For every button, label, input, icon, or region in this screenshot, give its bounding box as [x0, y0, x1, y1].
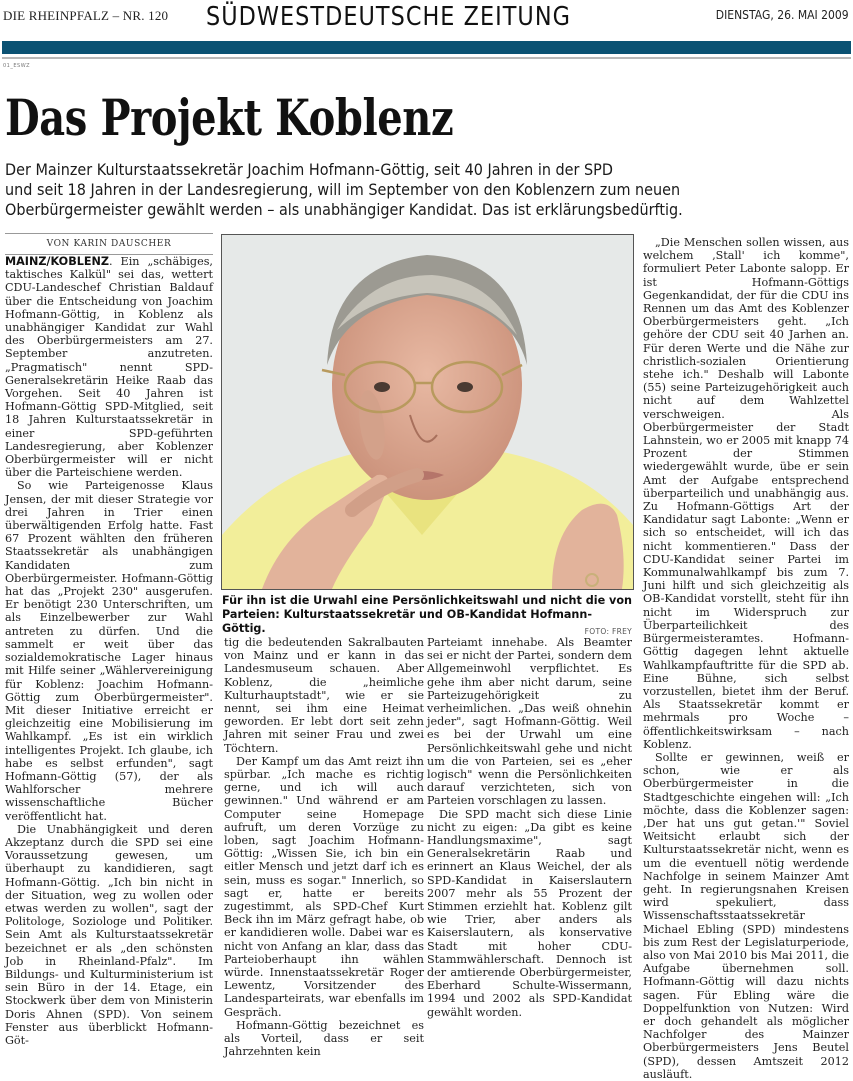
caption-text: Für ihn ist die Urwahl eine Persönlichkeitswahl und nicht die von Parteien: Kulturstaatssekretär und OB-Kandidat Hofmann-Göttig. [222, 594, 632, 635]
paragraph: Die Unabhängigkeit und deren Akzeptanz durch die SPD sei eine Voraussetzung gewesen, um überhaupt zu kandidieren, sagt Hofmann-Göttig. „Ich bin nicht in der Situation, weg zu wollen oder etwas werden zu wollen", sagt der Politologe, Soziologe und Politiker. Sein Amt als Kulturstaatssekretär bezeichnet er als „den schönsten Job in Rheinland-Pfalz". Im Bildungs- und Kulturministerium ist sein Büro in der 14. Etage, ein Stockwerk über dem von Ministerin Doris Ahnen (SPD). Von seinem Fenster aus überblickt Hofmann-Göt- [5, 822, 213, 1047]
article-column-1 [5, 255, 213, 1047]
lede-line: und seit 18 Jahren in der Landesregierung, will im September von den Koblenzern zum neuen [5, 180, 681, 199]
page-code: 01_ESWZ [3, 63, 31, 69]
article-column-4 [643, 236, 849, 1081]
newspaper-title: SÜDWESTDEUTSCHE ZEITUNG [206, 2, 571, 32]
masthead-edition: DIE RHEINPFALZ – NR. 120 [3, 8, 169, 23]
paragraph: MAINZ/KOBLENZ. Ein „schäbiges, taktisches Kalkül" sei das, wettert CDU-Landeschef Christian Baldauf über die Entscheidung von Joachim Hofmann-Göttig, in Koblenz als unabhängiger Kandidat zur Wahl des Oberbürgermeisters am 27. September anzutreten. „Pragmatisch" nennt SPD-Generalsekretärin Heike Raab das Vorgehen. Seit 40 Jahren ist Hofmann-Göttig SPD-Mitglied, seit 18 Jahren Kulturstaatssekretär in einer SPD-geführten Landesregierung, aber Koblenzer Oberbürgermeister will er nicht über die Parteischiene werden. [5, 255, 213, 480]
masthead [0, 0, 853, 32]
paragraph: Sollte er gewinnen, weiß er schon, wie er als Oberbürgermeister in die Stadtgeschichte eingehen will: „Ich möchte, dass die Koblenzer sagen: ‚Der hat uns gut getan.'" Soviel Weitsicht erlaubt sich der Kulturstaatssekretär nicht, wenn es um die eventuell nötig werdende Nachfolge in seinem Mainzer Amt geht. In regierungsnahen Kreisen wird spekuliert, dass Wissenschaftsstaatssekretär Michael Ebling (SPD) mindestens bis zum Rest der Legislaturperiode, also von Mai 2010 bis Mai 2011, die Aufgabe übernehmen soll. Hofmann-Göttig will dazu nichts sagen. Für Ebling wäre die Doppelfunktion von Nutzen: Wird er doch gehandelt als möglicher Nachfolger des Mainzer Oberbürgermeisters Jens Beutel (SPD), dessen Amtszeit 2012 ausläuft. [643, 750, 849, 1081]
paragraph: „Die Menschen sollen wissen, aus welchem ‚Stall' ich komme", formuliert Peter Labonte salopp. Er ist Hofmann-Göttigs Gegenkandidat, der für die CDU ins Rennen um das Amt des Koblenzer Oberbürgermeisters geht. „Ich gehöre der CDU seit 40 Jarhen an. Für deren Werte und die Nähe zur christlich-sozialen Orientierung stehe ich." Deshalb will Labonte (55) seine Parteizugehörigkeit auch nicht auf dem Wahlzettel verschweigen. Als Oberbürgermeister der Stadt Lahnstein, wo er 2005 mit knapp 74 Prozent der Stimmen wiedergewählt wurde, übe er sein Amt der Aufgabe entsprechend überparteilich und unabhängig aus. Zu Hofmann-Göttigs Art der Kandidatur sagt Labonte: „Wenn er sich so entscheidet, will ich das nicht kommentieren." Dass der CDU-Kandidat seiner Partei im Kommunalwahlkampf bis zum 7. Juni hilft und sich gleichzeitig als OB-Kandidat vorstellt, steht für ihn nicht im Widerspruch zur Überparteilichkeit des Bürgermeisteramtes. Hofmann-Göttig dagegen lehnt aktuelle Wahlkampfauftritte für die SPD ab. Eine Bühne, sich selbst vorzustellen, bietet ihm der Beruf. Als Staatssekretär kommt er mehrmals pro Woche – öffentlichkeitswirksam – nach Koblenz. [643, 236, 849, 751]
paragraph: Hofmann-Göttig bezeichnet es als Vorteil, dass er seit Jahrzehnten kein [224, 1018, 424, 1059]
byline: VON KARIN DAUSCHER [5, 233, 213, 255]
photo-caption [222, 594, 632, 639]
paragraph: So wie Parteigenosse Klaus Jensen, der mit dieser Strategie vor drei Jahren in Trier einen überwältigenden Erfolg hatte. Fast 67 Prozent wählten den früheren Staatssekretär als unabhängigen Kandidaten zum Oberbürgermeister. Hofmann-Göttig hat das „Projekt 230" ausgerufen. Er benötigt 230 Unterschriften, um als Einzelbewerber zur Wahl antreten zu dürfen. Und die sammelt er weit über das sozialdemokratische Lager hinaus mit Hilfe seiner „Wählervereinigung für Koblenz: Joachim Hofmann-Göttig zum Oberbürgermeister". Mit dieser Initiative erreicht er gleichzeitig eine Mobilisierung im Wahlkampf. „Es ist ein wirklich intelligentes Projekt. Ich glaube, ich habe es selbst erfunden", sagt Hofmann-Göttig (57), der als Wahlforscher mehrere wissenschaftliche Bücher veröffentlicht hat. [5, 479, 213, 823]
article-column-2 [224, 636, 424, 1059]
dateline: MAINZ/KOBLENZ [5, 255, 109, 268]
lede-line: Oberbürgermeister gewählt werden – als unabhängiger Kandidat. Das ist erklärungsbedürftig. [5, 200, 683, 219]
paragraph: tig die bedeutenden Sakralbauten von Mainz und er kann in das Landesmuseum schauen. Aber Koblenz, die „heimliche Kulturhauptstadt", wie er sie nennt, sei ihm eine Heimat geworden. Er lebt dort seit zehn Jahren mit seiner Frau und zwei Töchtern. [224, 636, 424, 755]
masthead-color-band [2, 41, 851, 54]
article-photo [221, 234, 634, 590]
photo-credit: FOTO: FREY [584, 627, 632, 636]
article-column-3 [427, 636, 632, 1019]
portrait-illustration [222, 235, 633, 589]
issue-date: DIENSTAG, 26. MAI 2009 [716, 8, 849, 22]
paragraph: Parteiamt innehabe. Als Beamter sei er nicht der Partei, sondern dem Allgemeinwohl verpflichtet. Es gehe ihm aber nicht darum, seine Parteizugehörigkeit zu verheimlichen. „Das weiß ohnehin jeder", sagt Hofmann-Göttig. Weil es bei der Urwahl um eine Persönlichkeitswahl gehe und nicht um die von Parteien, sei es „eher logisch" wenn die Persönlichkeiten darauf verzichteten, sich von Parteien vorschlagen zu lassen. [427, 636, 632, 808]
article-headline: Das Projekt Koblenz [5, 88, 454, 147]
article-lede [5, 160, 815, 220]
paragraph: Der Kampf um das Amt reizt ihn spürbar. „Ich mache es richtig gerne, und ich will auch gewinnen." Und während er am Computer seine Homepage aufruft, um deren Vorzüge zu loben, sagt Joachim Hofmann-Göttig: „Wissen Sie, ich bin ein eitler Mensch und jetzt darf ich es sein, muss es sogar." Innerlich, so sagt er, hatte er bereits zugestimmt, als SPD-Chef Kurt Beck ihn im März gefragt habe, ob er kandidieren wolle. Dabei war es nicht von Anfang an klar, dass das Parteioberhaupt ihn wählen würde. Innenstaatssekretär Roger Lewentz, Vorsitzender des Landesparteirats, war ebenfalls im Gespräch. [224, 754, 424, 1019]
masthead-divider [2, 57, 851, 59]
lede-line: Der Mainzer Kulturstaatssekretär Joachim Hofmann-Göttig, seit 40 Jahren in der SPD [5, 160, 613, 179]
paragraph: Die SPD macht sich diese Linie nicht zu eigen: „Da gibt es keine Handlungsmaxime", sagt Generalsekretärin Raab und erinnert an Klaus Weichel, der als SPD-Kandidat in Kaiserslautern 2007 mehr als 55 Prozent der Stimmen erziehlt hat. Koblenz gilt wie Trier, aber anders als Kaiserslautern, als konservative Stadt mit hoher CDU-Stammwählerschaft. Dennoch ist der amtierende Oberbürgermeister, Eberhard Schulte-Wissermann, 1994 und 2002 als SPD-Kandidat gewählt worden. [427, 807, 632, 1019]
